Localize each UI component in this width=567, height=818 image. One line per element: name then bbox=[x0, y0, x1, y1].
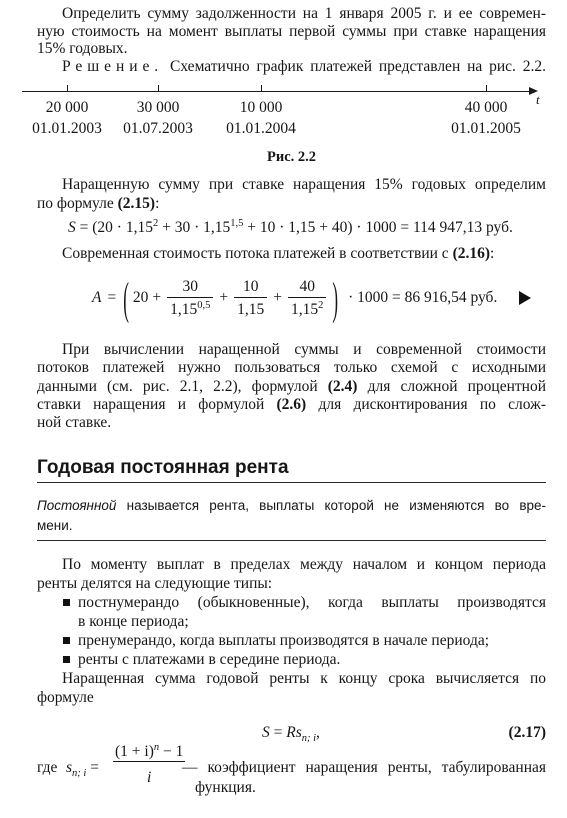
paragraph-text: ставки наращения и формулой bbox=[37, 395, 277, 413]
payment-date: 01.07.2003 bbox=[123, 120, 193, 137]
paragraph-line: формуле bbox=[37, 688, 94, 706]
formula-reference: (2.15) bbox=[117, 195, 156, 212]
solution-line bbox=[37, 58, 546, 76]
payment-date: 01.01.2005 bbox=[451, 120, 521, 137]
numerator-base: (1 + i) bbox=[115, 743, 154, 760]
formula-reference: (2.16) bbox=[452, 245, 491, 262]
paragraph-line: При вычислении наращенной суммы и современной стоимости bbox=[62, 341, 546, 358]
paragraph-line: По моменту выплат в пределах между началом и концом периода bbox=[62, 555, 546, 573]
paragraph-text: для дисконтирования по слож- bbox=[306, 395, 547, 413]
definition-line bbox=[37, 496, 546, 516]
formula-equals: = bbox=[269, 724, 287, 741]
fraction-numerator: 30 bbox=[182, 278, 199, 295]
denominator-exponent: 0,5 bbox=[197, 300, 211, 311]
numerator-tail: − 1 bbox=[159, 743, 184, 760]
formula-part: + 30 · 1,15 bbox=[158, 219, 231, 236]
formula-punctuation: , bbox=[316, 724, 320, 741]
paragraph-text: : bbox=[490, 245, 495, 262]
fraction-numerator: 40 bbox=[299, 278, 315, 295]
definition-text: называется рента, выплаты которой не изменяются во вре- bbox=[116, 498, 546, 513]
fraction-denominator bbox=[288, 297, 326, 318]
fraction-denominator bbox=[234, 297, 267, 318]
solution-text: Схематично график платежей представлен на рис. 2.2. bbox=[163, 58, 546, 75]
where-explanation: — коэффициент наращения ренты, табулированная bbox=[182, 759, 546, 776]
list-item bbox=[37, 631, 546, 650]
payment-date: 01.01.2004 bbox=[226, 120, 296, 137]
payment-amount: 40 000 bbox=[464, 99, 508, 116]
fraction-denominator bbox=[167, 297, 213, 318]
solution-intro bbox=[37, 58, 546, 76]
timeline-tick bbox=[158, 85, 159, 92]
paragraph-line bbox=[37, 194, 546, 213]
formula-reference: (2.4) bbox=[327, 377, 358, 395]
paragraph-text: : bbox=[155, 195, 160, 212]
figure-caption: Рис. 2.2 bbox=[266, 149, 317, 165]
symbol-subscript: n; i bbox=[72, 768, 87, 779]
paragraph-line: ренты делятся на следующие типы: bbox=[37, 574, 273, 592]
numerator-exponent: n bbox=[153, 742, 160, 753]
annuity-types-paragraph bbox=[37, 555, 546, 707]
paragraph-line: Наращенную сумму при ставке наращения 15% годовых определим bbox=[62, 176, 546, 193]
defined-term: Постоянной bbox=[37, 498, 117, 513]
paragraph-line: Наращенная сумма годовой ренты к концу срока вычисляется по bbox=[62, 669, 546, 687]
problem-line: 15% годовых. bbox=[37, 40, 128, 57]
formula-number: (2.17) bbox=[508, 724, 546, 741]
definition-box bbox=[37, 496, 546, 536]
formula-result: · 1000 = 86 916,54 руб. bbox=[348, 289, 498, 306]
end-of-example-icon bbox=[519, 291, 531, 305]
fraction-numerator bbox=[113, 743, 185, 761]
list-item-text: постнумерандо (обыкновенные), когда выплаты производятся bbox=[78, 593, 546, 611]
present-value-formula bbox=[92, 273, 531, 323]
accumulation-paragraph bbox=[37, 175, 546, 213]
time-axis bbox=[22, 91, 532, 92]
list-item-text: пренумерандо, когда выплаты производятся в начале периода; bbox=[78, 631, 490, 649]
denominator-base: 1,15 bbox=[237, 301, 265, 318]
formula-term: 20 bbox=[132, 289, 149, 306]
paragraph-text: Современная стоимость потока платежей в соответствии с bbox=[62, 245, 453, 262]
timeline-tick bbox=[261, 85, 262, 92]
formula-part: = (20 · 1,15 bbox=[75, 219, 153, 236]
problem-statement bbox=[37, 5, 546, 58]
paragraph-line: ной ставке. bbox=[37, 414, 112, 431]
timeline-tick bbox=[486, 85, 487, 92]
paragraph-line bbox=[37, 245, 546, 263]
square-bullet-icon bbox=[63, 599, 70, 606]
paragraph-text: для сложной процентной bbox=[357, 377, 546, 395]
denominator-base: 1,15 bbox=[291, 301, 319, 318]
square-bullet-icon bbox=[63, 637, 70, 644]
present-value-paragraph bbox=[37, 245, 546, 263]
definition-line: мени. bbox=[37, 518, 73, 533]
timeline-tick bbox=[67, 85, 68, 92]
where-word: где bbox=[37, 759, 58, 776]
fraction bbox=[234, 278, 267, 318]
future-value-formula bbox=[68, 219, 513, 237]
accumulation-factor-fraction bbox=[113, 743, 185, 787]
formula-subscript: n; i bbox=[301, 733, 317, 744]
where-explanation-continuation: функция. bbox=[195, 779, 256, 796]
fraction-numerator: 10 bbox=[242, 278, 259, 295]
square-bullet-icon bbox=[63, 656, 70, 663]
payment-amount: 30 000 bbox=[136, 99, 180, 116]
payment-timeline-figure bbox=[0, 78, 567, 140]
fraction-denominator: i bbox=[113, 761, 185, 787]
conclusion-paragraph bbox=[37, 341, 546, 432]
paragraph-line bbox=[37, 396, 546, 414]
paragraph-text: данными (см. рис. 2.1, 2.2), формулой bbox=[37, 377, 328, 395]
formula-variable-s: S bbox=[262, 724, 270, 741]
definition-bottom-rule bbox=[37, 540, 546, 541]
formula-exponent: 1,5 bbox=[230, 218, 244, 229]
fraction bbox=[167, 278, 213, 318]
denominator-base: 1,15 bbox=[170, 301, 198, 318]
list-item bbox=[37, 593, 546, 612]
formula-variable-a: A bbox=[92, 289, 102, 306]
formula-reference: (2.6) bbox=[276, 395, 307, 413]
symbol-equals: = bbox=[86, 759, 99, 776]
list-item-continuation: в конце периода; bbox=[78, 612, 189, 630]
list-item bbox=[37, 650, 546, 669]
formula-equals: = bbox=[107, 289, 117, 306]
list-item-text: ренты с платежами в середине периода. bbox=[78, 650, 341, 668]
formula-exponent: 2 bbox=[152, 218, 159, 229]
plus-sign: + bbox=[219, 289, 229, 306]
payment-amount: 20 000 bbox=[45, 99, 89, 116]
fraction bbox=[288, 278, 326, 318]
denominator-exponent: 2 bbox=[318, 300, 324, 311]
paragraph-line bbox=[37, 378, 546, 396]
problem-line: ную стоимость на момент выплаты первой суммы при ставке наращения bbox=[37, 22, 546, 40]
definition-top-rule bbox=[37, 482, 546, 483]
plus-sign: + bbox=[152, 289, 162, 306]
section-heading: Годовая постоянная рента bbox=[37, 457, 289, 478]
plus-sign: + bbox=[273, 289, 283, 306]
solution-label: Решение. bbox=[62, 58, 164, 75]
paragraph-line: потоков платежей нужно пользоваться только схемой с исходными bbox=[37, 359, 546, 377]
annuity-formula bbox=[262, 724, 320, 742]
payment-date: 01.01.2003 bbox=[32, 120, 102, 137]
problem-line: Определить сумму задолженности на 1 января 2005 г. и ее современ- bbox=[62, 5, 546, 22]
formula-rhs: Rs bbox=[286, 724, 302, 741]
right-parenthesis: ) bbox=[332, 272, 339, 324]
formula-variable-s: S bbox=[68, 219, 76, 236]
time-axis-label: t bbox=[536, 92, 540, 107]
symbol-s: s bbox=[66, 759, 73, 776]
where-symbol bbox=[66, 759, 99, 777]
paragraph-text: по формуле bbox=[37, 195, 118, 212]
left-parenthesis: ( bbox=[123, 272, 129, 324]
payment-amount: 10 000 bbox=[239, 99, 283, 116]
formula-part: + 10 · 1,15 + 40) · 1000 = 114 947,13 руб. bbox=[243, 219, 513, 236]
